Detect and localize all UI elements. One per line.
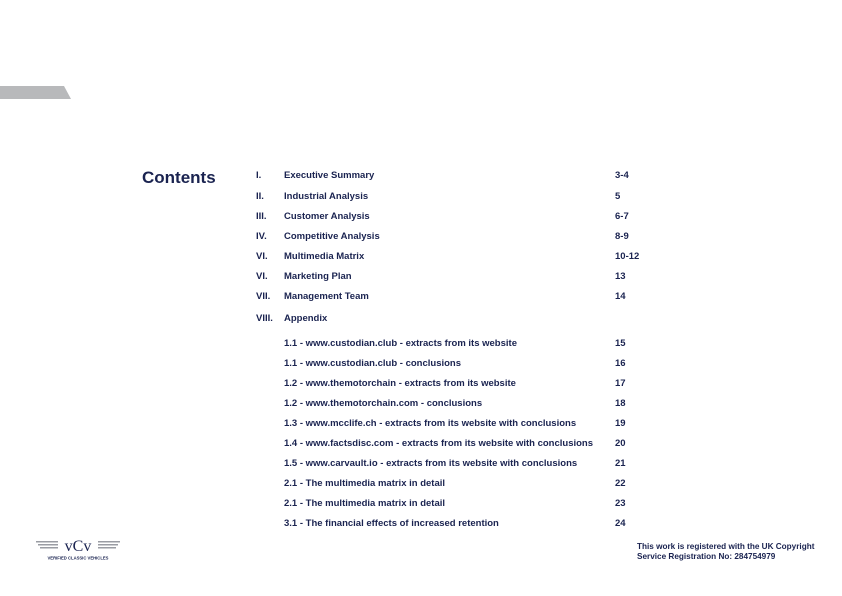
appendix-item-page: 22: [615, 478, 626, 489]
toc-item-page: 5: [615, 191, 621, 202]
toc-item-number: VI.: [256, 271, 268, 282]
page-title: Contents: [142, 168, 216, 187]
vcv-logo: [36, 536, 122, 562]
appendix-item-label: 1.3 - www.mcclife.ch - extracts from its website with conclusions: [284, 418, 577, 429]
toc-item-label: Executive Summary: [284, 170, 375, 181]
toc-item-page: 14: [615, 291, 626, 302]
appendix-item-label: 1.2 - www.themotorchain.com - conclusions: [284, 398, 483, 409]
copyright-line-2: Service Registration No: 284754979: [637, 552, 776, 561]
appendix-item-label: 2.1 - The multimedia matrix in detail: [284, 498, 446, 509]
appendix-item-label: 3.1 - The financial effects of increased retention: [284, 518, 499, 529]
toc-item-page: 3-4: [615, 170, 629, 181]
appendix-item-page: 17: [615, 378, 626, 389]
decorative-grey-tab: [0, 0, 80, 110]
toc-item-label: Industrial Analysis: [284, 191, 369, 202]
toc-item-label: Customer Analysis: [284, 211, 370, 222]
toc-item-number: IV.: [256, 231, 267, 242]
copyright-line-1: This work is registered with the UK Copyright: [637, 542, 815, 551]
appendix-item-page: 19: [615, 418, 626, 429]
toc-item-label: Competitive Analysis: [284, 231, 380, 242]
appendix-item-page: 24: [615, 518, 626, 529]
appendix-item-page: 20: [615, 438, 626, 449]
copyright-notice: [637, 542, 814, 562]
appendix-item-page: 15: [615, 338, 626, 349]
appendix-item-page: 23: [615, 498, 626, 509]
toc-item-number: VII.: [256, 291, 271, 302]
toc-item-number: I.: [256, 170, 262, 181]
toc-item-page: 6-7: [615, 211, 629, 222]
appendix-item-label: 1.5 - www.carvault.io - extracts from its website with conclusions: [284, 458, 578, 469]
appendix-item-label: 1.1 - www.custodian.club - extracts from its website: [284, 338, 517, 349]
logo-caption: VERIFIED CLASSIC VEHICLES: [47, 555, 109, 561]
toc-item-number: II.: [256, 191, 264, 202]
toc-item-label: Management Team: [284, 291, 369, 302]
toc-item-label: Multimedia Matrix: [284, 251, 365, 262]
toc-item-label: Appendix: [284, 313, 328, 324]
appendix-item-page: 16: [615, 358, 626, 369]
toc-item-label: Marketing Plan: [284, 271, 352, 282]
toc-item-number: VIII.: [256, 313, 273, 324]
toc-item-number: VI.: [256, 251, 268, 262]
appendix-item-label: 2.1 - The multimedia matrix in detail: [284, 478, 446, 489]
appendix-item-page: 18: [615, 398, 626, 409]
appendix-item-label: 1.2 - www.themotorchain - extracts from its website: [284, 378, 516, 389]
toc-item-page: 13: [615, 271, 626, 282]
appendix-item-page: 21: [615, 458, 626, 469]
appendix-item-label: 1.1 - www.custodian.club - conclusions: [284, 358, 462, 369]
toc-item-page: 10-12: [615, 251, 640, 262]
toc-item-page: 8-9: [615, 231, 629, 242]
appendix-item-label: 1.4 - www.factsdisc.com - extracts from its website with conclusions: [284, 438, 594, 449]
logo-letters: vCv: [64, 538, 92, 555]
toc-item-number: III.: [256, 211, 267, 222]
